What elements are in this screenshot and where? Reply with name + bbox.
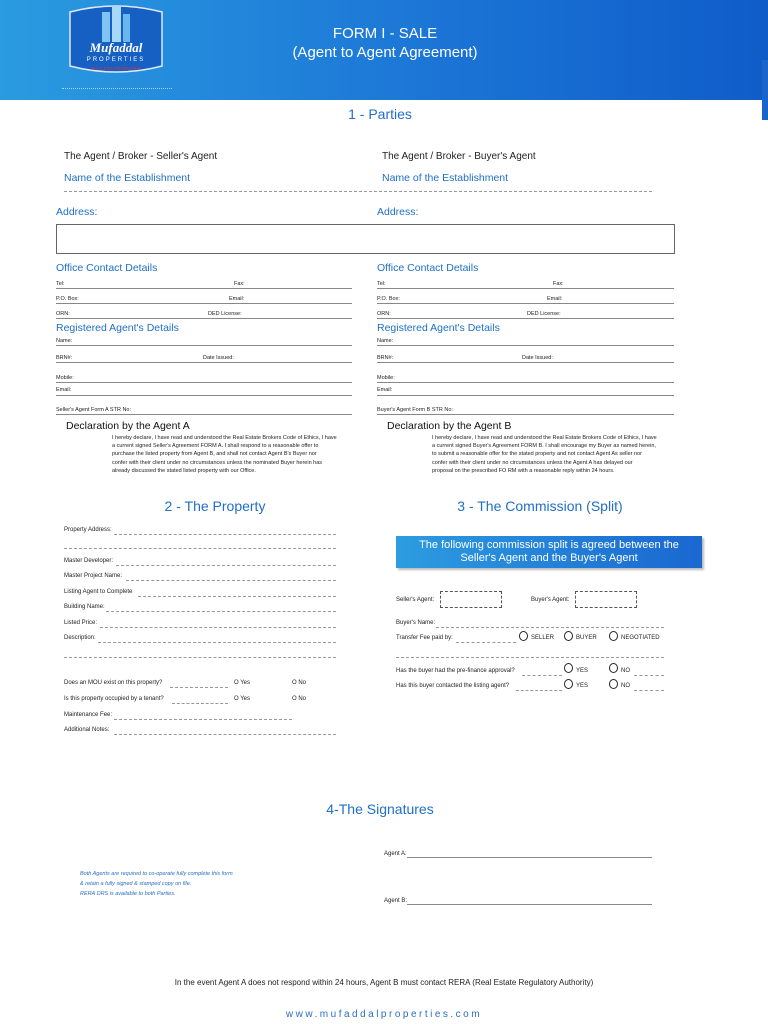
seller-mobile-line[interactable] <box>56 382 352 383</box>
listed-price-field[interactable] <box>100 627 336 628</box>
master-developer-label: Master Developer: <box>64 558 114 564</box>
commission-divider <box>396 657 664 658</box>
buyer-str-line[interactable] <box>377 414 674 415</box>
agent-b-signature-line[interactable] <box>407 904 652 905</box>
seller-str: Seller's Agent Form A STR No: <box>56 407 132 413</box>
declaration-b-line: to submit a reasonable offer for the stated property and not contact Agent As seller nor <box>432 451 642 458</box>
radio-icon[interactable] <box>519 631 528 641</box>
pre-finance-no[interactable]: NO <box>621 668 630 674</box>
property-title: 2 - The Property <box>164 498 266 514</box>
buyer-brn-line[interactable] <box>377 362 674 363</box>
seller-establishment[interactable]: Name of the Establishment <box>64 172 191 184</box>
seller-orn: ORN: <box>56 311 70 317</box>
declaration-a-line: purchase the listed property from Agent B, and shall not contact Agent B's Buyer nor <box>112 451 317 458</box>
buyer-brn: BRN#: <box>377 355 394 361</box>
occupied-no[interactable]: O No <box>292 696 307 702</box>
declaration-b-text <box>432 434 684 475</box>
seller-orn-line[interactable] <box>56 318 352 319</box>
master-project-field[interactable] <box>126 580 336 581</box>
radio-icon[interactable] <box>564 663 573 673</box>
seller-tel-line[interactable] <box>56 288 352 289</box>
occupied-question: Is this property occupied by a tenant? <box>64 696 164 702</box>
commission-banner <box>396 536 702 568</box>
mou-leader <box>170 687 228 688</box>
signature-note-3: RERA DRS is available to both Parties. <box>80 891 176 897</box>
pre-finance-leader <box>522 675 562 676</box>
building-label: Building Name: <box>64 604 105 610</box>
seller-email: Email: <box>229 296 245 302</box>
buyer-fax: Fax: <box>553 281 564 287</box>
maintenance-field[interactable] <box>114 719 292 720</box>
building-logo-icon <box>102 12 110 42</box>
transfer-buyer[interactable]: BUYER <box>576 635 597 641</box>
property-address-field[interactable] <box>114 534 336 535</box>
banner-line-1: The following commission split is agreed between the <box>419 539 679 551</box>
seller-brn: BRN#: <box>56 355 73 361</box>
seller-email-line[interactable] <box>56 395 352 396</box>
signature-note-1: Both Agents are required to co-operate fully complete this form <box>80 871 233 877</box>
buyer-tel: Tel: <box>377 281 386 287</box>
buyers-name-label: Buyer's Name: <box>396 620 436 626</box>
mou-no[interactable]: O No <box>292 680 307 686</box>
radio-icon[interactable] <box>609 631 618 641</box>
signature-note-2: & retain a fully signed & stamped copy on file. <box>80 881 192 887</box>
contacted-tail <box>634 690 664 691</box>
contacted-yes[interactable]: YES <box>576 683 589 689</box>
seller-name: Name: <box>56 338 73 344</box>
pre-finance-tail <box>634 675 664 676</box>
declaration-b-line: confer with their client under no circumstances unless the Agent A has delayed our <box>432 459 633 466</box>
buyer-email2: Email: <box>377 387 393 393</box>
buyer-role: The Agent / Broker - Buyer's Agent <box>382 151 536 162</box>
seller-office-contact: Office Contact Details <box>56 262 158 274</box>
logo-tag: REAL ESTATE BROKER <box>91 66 141 71</box>
listing-agent-field[interactable] <box>138 596 336 597</box>
pre-finance-yes[interactable]: YES <box>576 668 589 674</box>
buyers-name-field[interactable] <box>436 627 664 628</box>
seller-ded: DED License: <box>208 311 242 317</box>
master-project-label: Master Project Name: <box>64 573 123 579</box>
radio-icon[interactable] <box>609 663 618 673</box>
buyer-email-line[interactable] <box>377 395 674 396</box>
buyer-pobox-line[interactable] <box>377 303 674 304</box>
buyer-office-contact: Office Contact Details <box>377 262 479 274</box>
banner-line-2: Seller's Agent and the Buyer's Agent <box>460 552 638 564</box>
radio-icon[interactable] <box>564 679 573 689</box>
buyer-email: Email: <box>547 296 563 302</box>
buyer-address-label: Address: <box>377 206 419 218</box>
radio-icon[interactable] <box>564 631 573 641</box>
declaration-b-title: Declaration by the Agent B <box>387 420 512 432</box>
mou-yes[interactable]: O Yes <box>234 680 251 686</box>
seller-pobox-line[interactable] <box>56 303 352 304</box>
maintenance-label: Maintenance Fee: <box>64 712 113 718</box>
buyers-agent-split-field[interactable] <box>575 591 637 608</box>
seller-str-line[interactable] <box>56 414 352 415</box>
logo-sub: PROPERTIES <box>86 57 146 63</box>
buyer-date-issued: Date Issued: <box>522 355 553 361</box>
company-logo <box>62 4 170 80</box>
contacted-leader <box>516 690 562 691</box>
seller-pobox: P.O. Box: <box>56 296 79 302</box>
notes-field[interactable] <box>114 734 336 735</box>
transfer-fee-leader <box>456 642 516 643</box>
logo-underline <box>62 88 172 92</box>
contacted-question: Has this buyer contacted the listing agent? <box>396 683 510 689</box>
pre-finance-question: Has the buyer had the pre-finance approval? <box>396 668 515 674</box>
declaration-a-line: already discussed the stated listed property with our Office. <box>112 467 256 474</box>
buyer-registered: Registered Agent's Details <box>377 322 500 334</box>
declaration-b-line: a current signed Buyer's Agreement FORM B. I shall encourage my Buyer as named herein, <box>432 443 656 450</box>
header-edge <box>762 60 768 120</box>
description-field-2[interactable] <box>64 657 336 658</box>
buyer-mobile: Mobile: <box>377 375 395 381</box>
seller-address-label: Address: <box>56 206 98 218</box>
declaration-a-line: a current signed Seller's Agreement FORM A. I shall respond to a reasonable offer to <box>112 443 319 450</box>
seller-email2: Email: <box>56 387 72 393</box>
buyer-ded: DED License: <box>527 311 561 317</box>
buyer-name-line[interactable] <box>377 345 674 346</box>
form-title: FORM I - SALE <box>332 25 438 42</box>
occupied-leader <box>172 703 228 704</box>
transfer-seller[interactable]: SELLER <box>531 635 555 641</box>
sellers-agent-split-field[interactable] <box>440 591 502 608</box>
sellers-agent-label: Seller's Agent: <box>396 597 435 603</box>
listing-agent-label: Listing Agent to Complete <box>64 589 133 595</box>
master-developer-field[interactable] <box>116 565 336 566</box>
seller-date-issued: Date Issued: <box>203 355 234 361</box>
declaration-b-line: I hereby declare, I have read and understood the Real Estate Brokers Code of Ethics, I have <box>432 435 657 441</box>
buyer-orn: ORN: <box>377 311 391 317</box>
declaration-a-title: Declaration by the Agent A <box>66 420 190 432</box>
mou-question: Does an MOU exist on this property? <box>64 680 163 686</box>
notes-label: Additional Notes: <box>64 727 110 733</box>
seller-brn-line[interactable] <box>56 362 352 363</box>
property-address-label: Property Address: <box>64 527 112 533</box>
seller-registered: Registered Agent's Details <box>56 322 179 334</box>
building-field[interactable] <box>106 611 336 612</box>
form-subtitle: (Agent to Agent Agreement) <box>292 44 478 61</box>
agent-b-label: Agent B: <box>384 898 408 904</box>
listed-price-label: Listed Price: <box>64 620 98 626</box>
buyer-tel-line[interactable] <box>377 288 674 289</box>
radio-icon[interactable] <box>609 679 618 689</box>
seller-name-line[interactable] <box>56 345 352 346</box>
property-address-field-2[interactable] <box>64 548 336 549</box>
website-link[interactable]: www.mufaddalproperties.com <box>285 1009 483 1020</box>
commission-title: 3 - The Commission (Split) <box>457 498 623 514</box>
address-field[interactable] <box>56 224 675 254</box>
buyer-orn-line[interactable] <box>377 318 674 319</box>
declaration-a-line: confer with their client under no circumstances unless the nominated Buyer herein has <box>112 459 323 466</box>
agent-a-signature-line[interactable] <box>407 857 652 858</box>
footer-note: In the event Agent A does not respond within 24 hours, Agent B must contact RERA (Real Estate Regulatory Authority) <box>174 978 594 987</box>
buyer-name: Name: <box>377 338 394 344</box>
buyer-pobox: P.O. Box: <box>377 296 400 302</box>
agent-a-label: Agent A: <box>384 851 407 857</box>
contacted-no[interactable]: NO <box>621 683 630 689</box>
description-label: Description: <box>64 635 96 641</box>
declaration-a-text <box>112 434 364 475</box>
declaration-a-line: I hereby declare, I have read and understood the Real Estate Brokers Code of Ethics, I have <box>112 435 337 441</box>
description-field[interactable] <box>98 642 336 643</box>
parties-title: 1 - Parties <box>348 106 412 122</box>
buyer-establishment[interactable]: Name of the Establishment <box>382 172 509 184</box>
declaration-b-line: proposal on the prescribed FO RM with a reasonable reply within 24 hours. <box>432 467 615 474</box>
transfer-fee-label: Transfer Fee paid by: <box>396 635 453 641</box>
buyer-str: Buyer's Agent Form B STR No: <box>377 407 453 413</box>
buyers-agent-label: Buyer's Agent: <box>531 597 570 603</box>
transfer-negotiated[interactable]: NEGOTIATED <box>621 635 660 641</box>
logo-name: Mufaddal <box>89 40 143 55</box>
occupied-yes[interactable]: O Yes <box>234 696 251 702</box>
seller-mobile: Mobile: <box>56 375 74 381</box>
establishment-divider <box>64 191 652 192</box>
buyer-mobile-line[interactable] <box>377 382 674 383</box>
seller-tel: Tel: <box>56 281 65 287</box>
seller-role: The Agent / Broker - Seller's Agent <box>64 151 218 162</box>
seller-fax: Fax: <box>234 281 245 287</box>
signatures-title: 4-The Signatures <box>326 801 434 817</box>
